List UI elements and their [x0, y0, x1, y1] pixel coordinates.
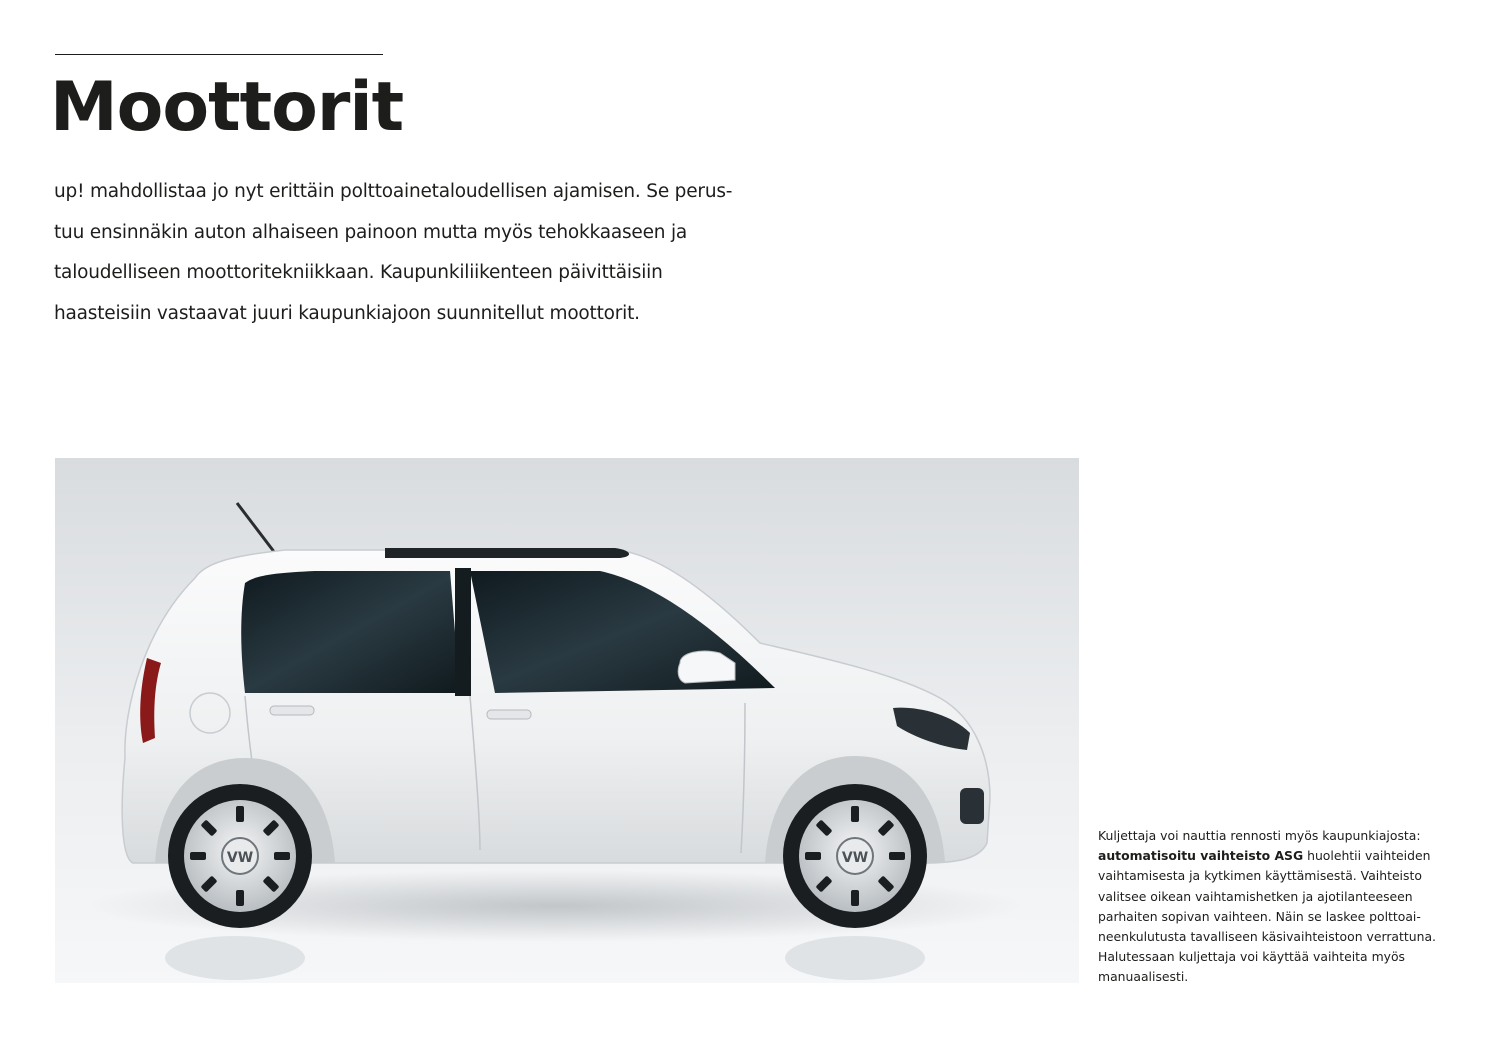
roof-rail: [385, 548, 629, 558]
caption-line: [1098, 846, 1438, 866]
car-illustration: [55, 458, 1079, 983]
page-title: Moottorit: [50, 68, 404, 147]
caption-bold-term: automatisoitu vaihteisto ASG: [1098, 848, 1304, 864]
rear-door-handle: [270, 706, 314, 715]
caption-line: parhaiten sopivan vaihteen. Näin se laskee polttoai-: [1098, 908, 1421, 924]
caption-line: vaihtamisesta ja kytkimen käyttämisestä. Vaihteisto: [1098, 868, 1422, 884]
intro-line: tuu ensinnäkin auton alhaiseen painoon mutta myös tehokkaaseen ja: [54, 221, 688, 243]
intro-paragraph: [54, 172, 774, 334]
car-photo: [55, 458, 1079, 983]
photo-caption: [1098, 826, 1438, 988]
wheel-reflection: [785, 936, 925, 980]
intro-line: up! mahdollistaa jo nyt erittäin polttoainetaloudellisen ajamisen. Se perus-: [54, 181, 733, 202]
b-pillar: [455, 568, 471, 696]
top-divider-rule: [55, 54, 383, 55]
intro-line: taloudelliseen moottoritekniikkaan. Kaupunkiliikenteen päivittäisiin: [54, 262, 663, 283]
wheel-reflection: [165, 936, 305, 980]
caption-line: Kuljettaja voi nauttia rennosti myös kaupunkiajosta:: [1098, 828, 1421, 843]
front-door-handle: [487, 710, 531, 719]
rear-wheel: [168, 784, 312, 928]
intro-line: haasteisiin vastaavat juuri kaupunkiajoon suunnitellut moottorit.: [54, 302, 640, 324]
caption-line: valitsee oikean vaihtamishetken ja ajotilanteeseen: [1098, 888, 1413, 904]
caption-line-rest: huolehtii vaihteiden: [1303, 848, 1431, 864]
caption-line: neenkulutusta tavalliseen käsivaihteistoon verrattuna.: [1098, 929, 1436, 945]
fog-light: [960, 788, 984, 824]
vw-logo-icon: VW: [841, 850, 869, 866]
rear-side-window: [241, 571, 460, 693]
caption-line: Halutessaan kuljettaja voi käyttää vaihteita myös: [1098, 949, 1406, 965]
front-wheel: [783, 784, 927, 928]
caption-line: manuaalisesti.: [1098, 969, 1189, 985]
vw-logo-icon: VW: [226, 850, 254, 866]
